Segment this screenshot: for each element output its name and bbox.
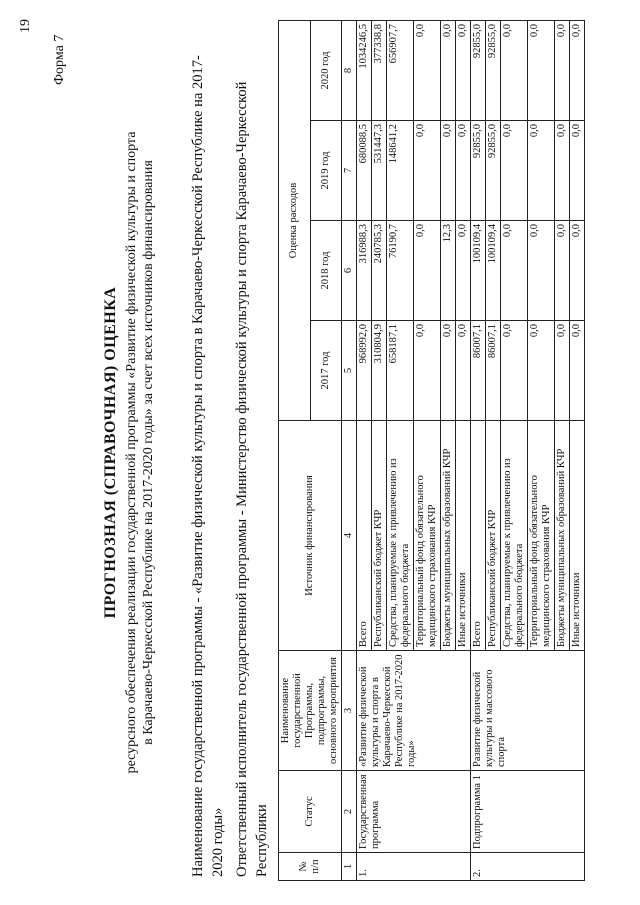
value-cell: 148641,2 [387, 121, 414, 221]
document-subtitle-line1: ресурсного обеспечения реализации государственной программы «Развитие физической культуры и спорта [124, 131, 139, 774]
value-cell: 92855,0 [486, 121, 501, 221]
value-cell: 680088,5 [357, 121, 372, 221]
value-cell: 0,0 [528, 21, 555, 121]
value-cell: 316988,3 [357, 221, 372, 321]
header-year: 2020 год [310, 21, 342, 121]
program-name: Наименование государственной программы - «Развитие физической культуры и спорта в Карачаево-Черкесской Республике на 2017-2020 годы» [190, 55, 226, 877]
header-year: 2018 год [310, 221, 342, 321]
row-source: Территориальный фонд обязательного медицинского страхования КЧР [414, 421, 441, 651]
value-cell: 0,0 [441, 321, 456, 421]
value-cell: 0,0 [456, 221, 471, 321]
header-name: Наименование государственной Программы, подпрограммы, основного мероприятия [279, 651, 342, 771]
row-source: Средства, планируемые к привлечению из федерального бюджета [387, 421, 414, 651]
row-source: Средства, планируемые к привлечению из федерального бюджета [501, 421, 528, 651]
value-cell: 0,0 [456, 121, 471, 221]
value-cell: 0,0 [414, 321, 441, 421]
value-cell: 0,0 [570, 21, 585, 121]
form-label: Форма 7 [52, 34, 67, 85]
row-source: Республиканский бюджет КЧР [372, 421, 387, 651]
value-cell: 0,0 [501, 321, 528, 421]
value-cell: 310804,9 [372, 321, 387, 421]
value-cell: 0,0 [414, 21, 441, 121]
value-cell: 968992,0 [357, 321, 372, 421]
page-number: 19 [18, 19, 33, 33]
value-cell: 0,0 [501, 121, 528, 221]
value-cell: 1034246,5 [357, 21, 372, 121]
row-source: Республиканский бюджет КЧР [486, 421, 501, 651]
value-cell: 658187,1 [387, 321, 414, 421]
value-cell: 531447,3 [372, 121, 387, 221]
row-source: Иные источники [570, 421, 585, 651]
row-source: Бюджеты муниципальных образований КЧР [441, 421, 456, 651]
header-status: Статус [279, 771, 342, 853]
value-cell: 0,0 [414, 221, 441, 321]
value-cell: 100109,4 [486, 221, 501, 321]
row-num: 2. [471, 853, 585, 881]
value-cell: 0,0 [528, 121, 555, 221]
value-cell: 92855,0 [471, 21, 486, 121]
header-year: 2019 год [310, 121, 342, 221]
column-number: 5 [342, 321, 357, 421]
value-cell: 0,0 [555, 321, 570, 421]
value-cell: 0,0 [570, 121, 585, 221]
value-cell: 76190,7 [387, 221, 414, 321]
column-number: 1 [342, 853, 357, 881]
column-number: 7 [342, 121, 357, 221]
value-cell: 0,0 [528, 221, 555, 321]
row-name: Развитие физической культуры и массового спорта [471, 651, 585, 771]
value-cell: 0,0 [528, 321, 555, 421]
value-cell: 0,0 [501, 221, 528, 321]
column-number: 4 [342, 421, 357, 651]
header-estimate: Оценка расходов [279, 21, 311, 421]
value-cell: 656907,7 [387, 21, 414, 121]
value-cell: 0,0 [441, 121, 456, 221]
value-cell: 0,0 [555, 121, 570, 221]
table-row [357, 21, 372, 881]
value-cell: 377338,8 [372, 21, 387, 121]
value-cell: 0,0 [570, 321, 585, 421]
row-source: Иные источники [456, 421, 471, 651]
column-number: 2 [342, 771, 357, 853]
value-cell: 92855,0 [471, 121, 486, 221]
column-number: 8 [342, 21, 357, 121]
value-cell: 0,0 [570, 221, 585, 321]
responsible-executor: Ответственный исполнитель государственной программы - Министерство физической культуры и спорта Карачаево-Черкесской Республики [234, 81, 270, 877]
value-cell: 0,0 [414, 121, 441, 221]
document-title: ПРОГНОЗНАЯ (СПРАВОЧНАЯ) ОЦЕНКА [102, 286, 119, 619]
row-source: Всего [357, 421, 372, 651]
value-cell: 86007,1 [471, 321, 486, 421]
value-cell: 0,0 [555, 221, 570, 321]
header-num: № п/п [279, 853, 342, 881]
value-cell: 0,0 [555, 21, 570, 121]
row-source: Территориальный фонд обязательного медицинского страхования КЧР [528, 421, 555, 651]
column-number: 6 [342, 221, 357, 321]
table-row [471, 21, 486, 881]
value-cell: 0,0 [456, 321, 471, 421]
value-cell: 86007,1 [486, 321, 501, 421]
value-cell: 92855,0 [486, 21, 501, 121]
row-source: Всего [471, 421, 486, 651]
row-status: Государственная программа [357, 771, 471, 853]
header-source: Источник финансирования [279, 421, 342, 651]
value-cell: 0,0 [501, 21, 528, 121]
row-status: Подпрограмма 1 [471, 771, 585, 853]
value-cell: 0,0 [441, 21, 456, 121]
row-num: 1. [357, 853, 471, 881]
value-cell: 240785,3 [372, 221, 387, 321]
document-subtitle-line2: в Карачаево-Черкесской Республике на 2017-2020 годы» за счет всех источников финансирования [141, 160, 156, 745]
row-name: «Развитие физической культуры и спорта в Карачаево-Черкесской Республике на 2017-2020 годы» [357, 651, 471, 771]
row-source: Бюджеты муниципальных образований КЧР [555, 421, 570, 651]
value-cell: 0,0 [456, 21, 471, 121]
column-number: 3 [342, 651, 357, 771]
value-cell: 12,3 [441, 221, 456, 321]
resource-estimate-table [278, 20, 585, 881]
header-year: 2017 год [310, 321, 342, 421]
value-cell: 100109,4 [471, 221, 486, 321]
